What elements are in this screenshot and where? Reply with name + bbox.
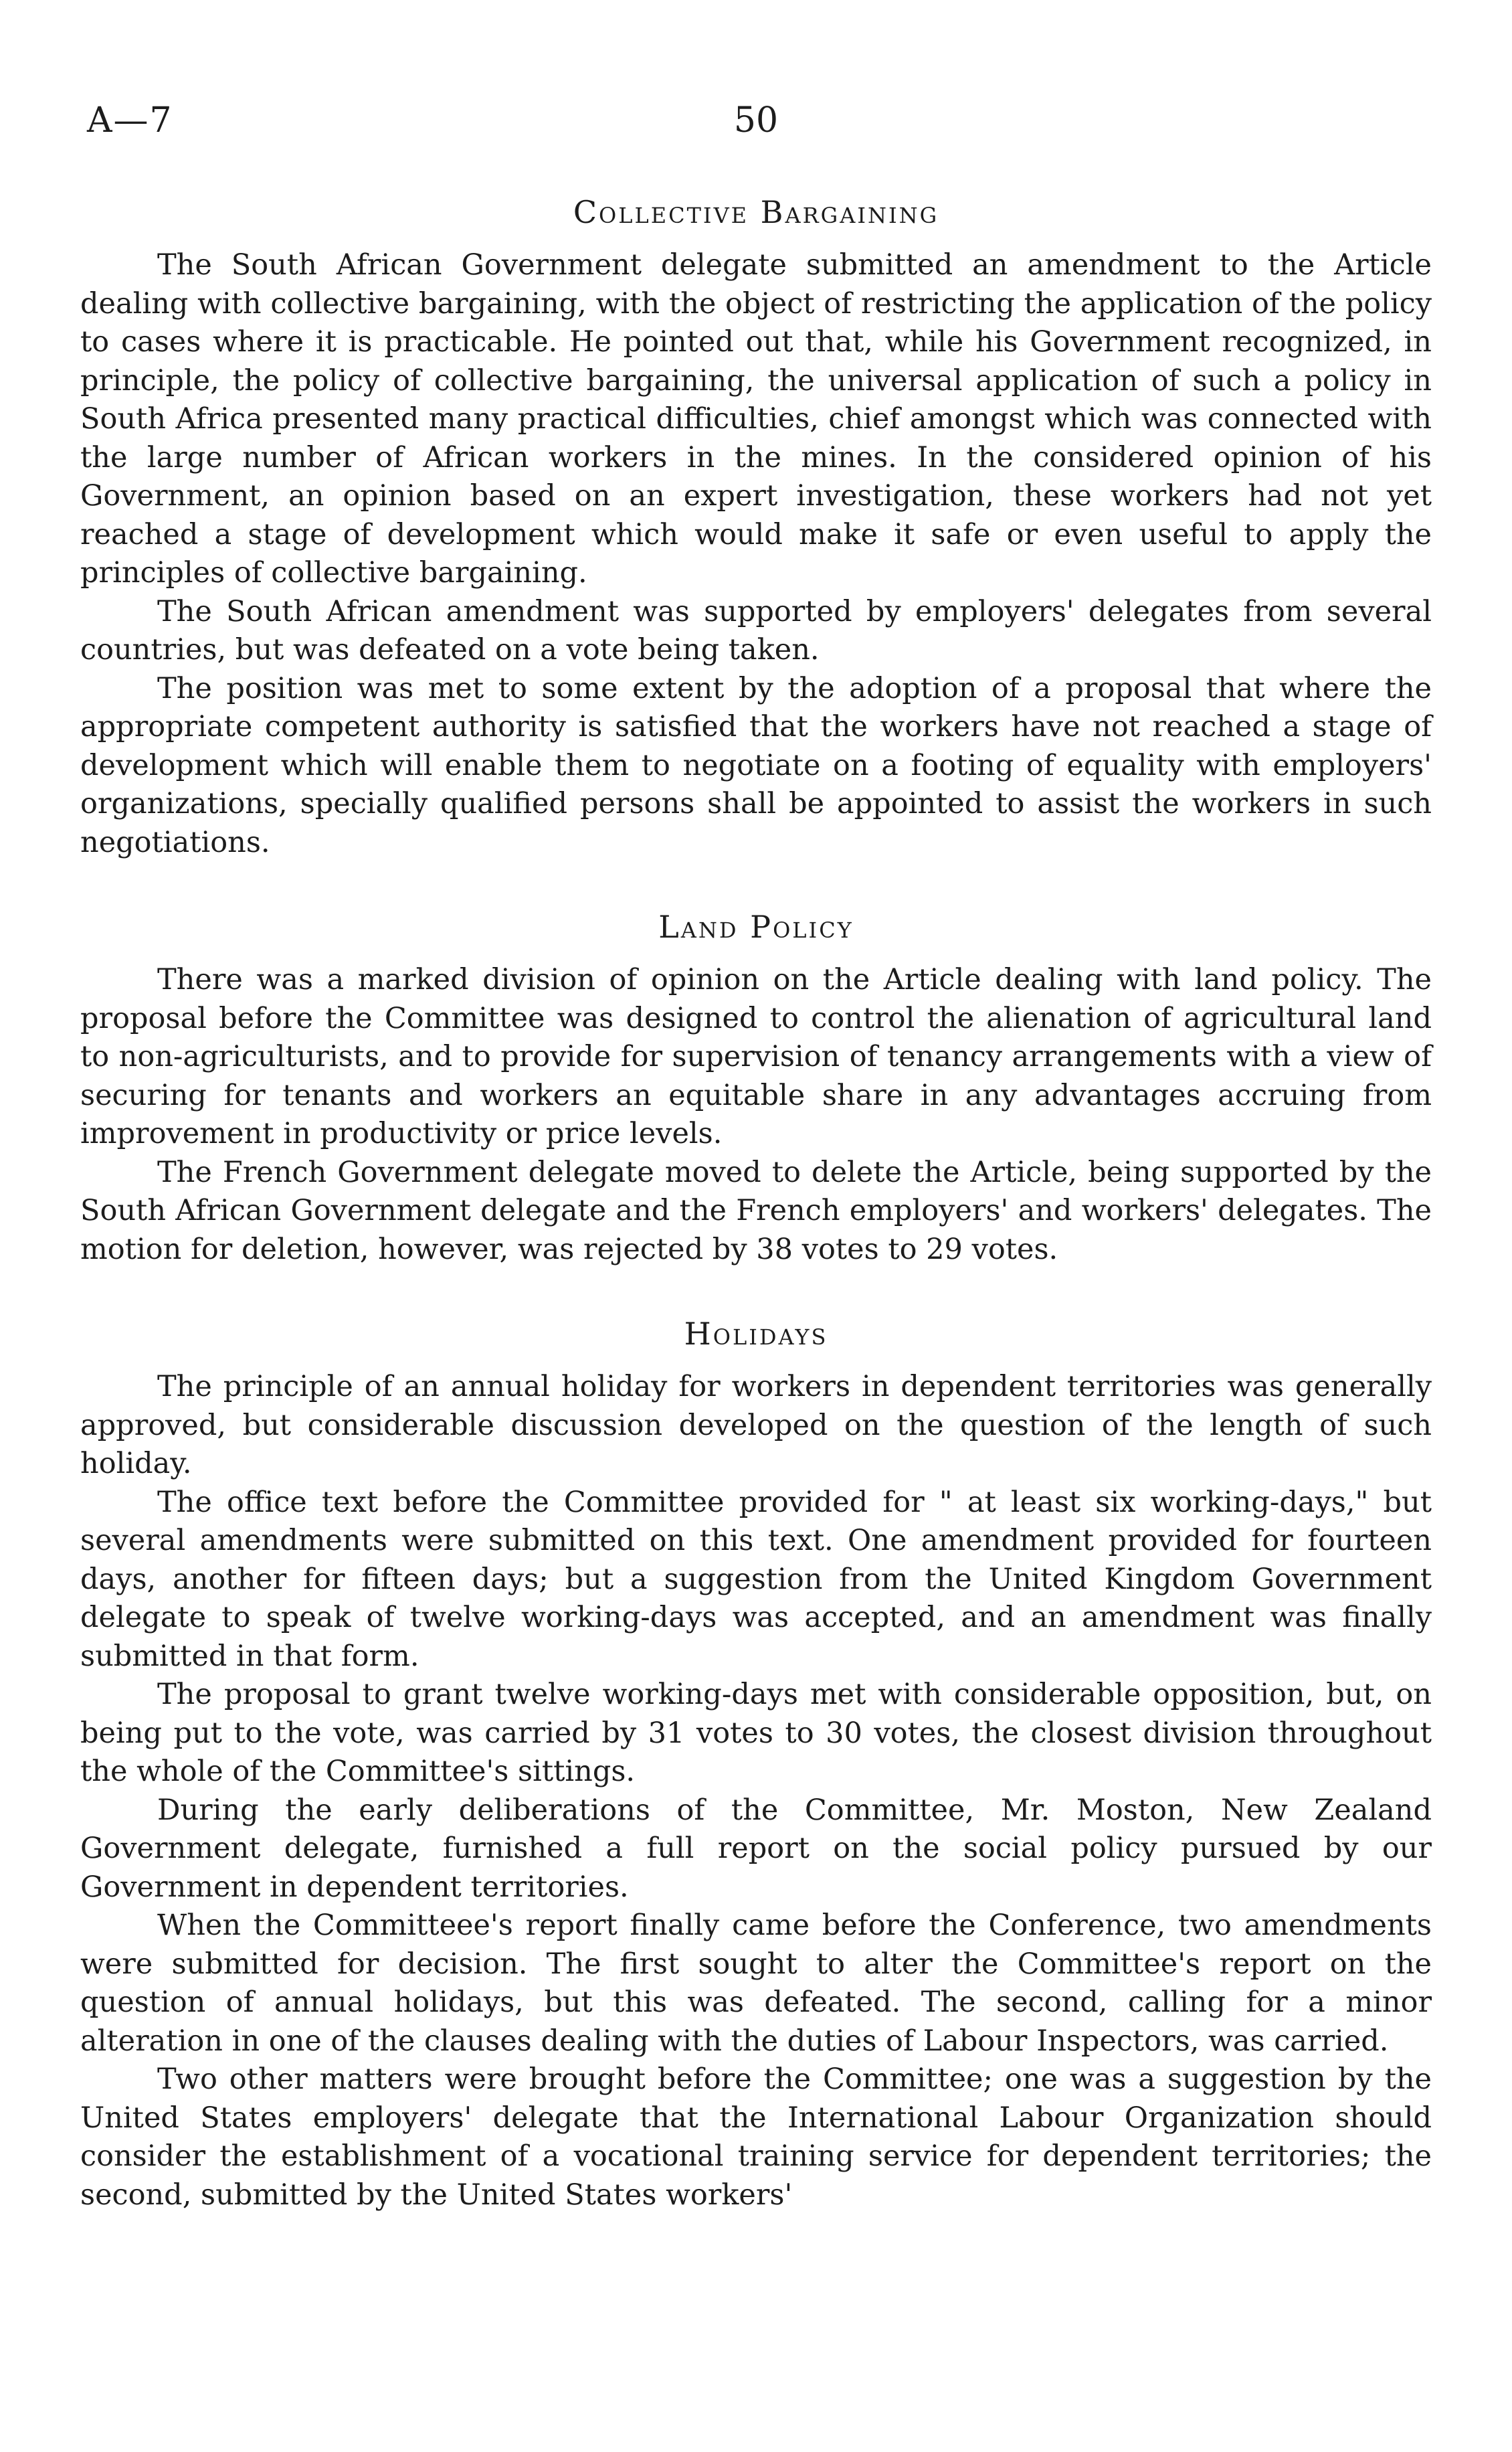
paragraph: There was a marked division of opinion on the Article dealing with land policy. The proposal before the Committee was designed to control the alienation of agricultural land to non-agriculturists, and to provide for supervision of tenancy arrangements with a view of securing for tenants and workers an equitable share in any advantages accruing from improvement in productivity or price levels. [80,963,1432,1150]
paragraph: The French Government delegate moved to delete the Article, being supported by the South African Government delegate and the French employers' and workers' delegates. The motion for deletion, however, was rejected by 38 votes to 29 votes. [80,1155,1432,1266]
section-holidays [80,1316,1432,2214]
section-land-policy [80,909,1432,1269]
paragraph: The principle of an annual holiday for workers in dependent territories was generally approved, but considerable discussion developed on the question of the length of such holiday. [80,1370,1432,1480]
paragraph: The proposal to grant twelve working-days met with considerable opposition, but, on being put to the vote, was carried by 31 votes to 30 votes, the closest division throughout the whole of the Committee's sittings. [80,1678,1432,1788]
running-head [80,100,1432,161]
paragraph: During the early deliberations of the Committee, Mr. Moston, New Zealand Government delegate, furnished a full report on the social policy pursued by our Government in dependent territories. [80,1793,1432,1904]
section-heading: Collective Bargaining [573,194,939,230]
page-number: 50 [733,100,779,141]
paragraph: When the Committeee's report finally came before the Conference, two amendments were submitted for decision. The first sought to alter the Committee's report on the question of annual holidays, but this was defeated. The second, calling for a minor alteration in one of the clauses dealing with the duties of Labour Inspectors, was carried. [80,1909,1432,2058]
paragraph: The South African Government delegate submitted an amendment to the Article dealing with collective bargaining, with the object of restricting the application of the policy to cases where it is practicable. He pointed out that, while his Government recognized, in principle, the policy of collective bargaining, the universal application of such a policy in South Africa presented many practical difficulties, chief amongst which was connected with the large number of African workers in the mines. In the considered opinion of his Government, an opinion based on an expert investigation, these workers had not yet reached a stage of development which would make it safe or even useful to apply the principles of collective bargaining. [80,248,1432,590]
page-reference: A—7 [87,100,173,141]
paragraph: The South African amendment was supported by employers' delegates from several countries, but was defeated on a vote being taken. [80,594,1432,667]
document-page [80,100,1432,2214]
section-heading: Land Policy [658,909,854,945]
paragraph: Two other matters were brought before the Committee; one was a suggestion by the United States employers' delegate that the International Labour Organization should consider the establishment of a vocational training service for dependent territories; the second, submitted by the United States workers' [80,2063,1432,2212]
section-heading: Holidays [684,1316,828,1352]
paragraph: The office text before the Committee provided for " at least six working-days," but several amendments were submitted on this text. One amendment provided for fourteen days, another for fifteen days; but a suggestion from the United Kingdom Government delegate to speak of twelve working-days was accepted, and an amendment was finally submitted in that form. [80,1485,1432,1673]
section-collective-bargaining [80,194,1432,862]
paragraph: The position was met to some extent by the adoption of a proposal that where the appropriate competent authority is satisfied that the workers have not reached a stage of development which will enable them to negotiate on a footing of equality with employers' organizations, specially qualified persons shall be appointed to assist the workers in such negotiations. [80,671,1432,859]
